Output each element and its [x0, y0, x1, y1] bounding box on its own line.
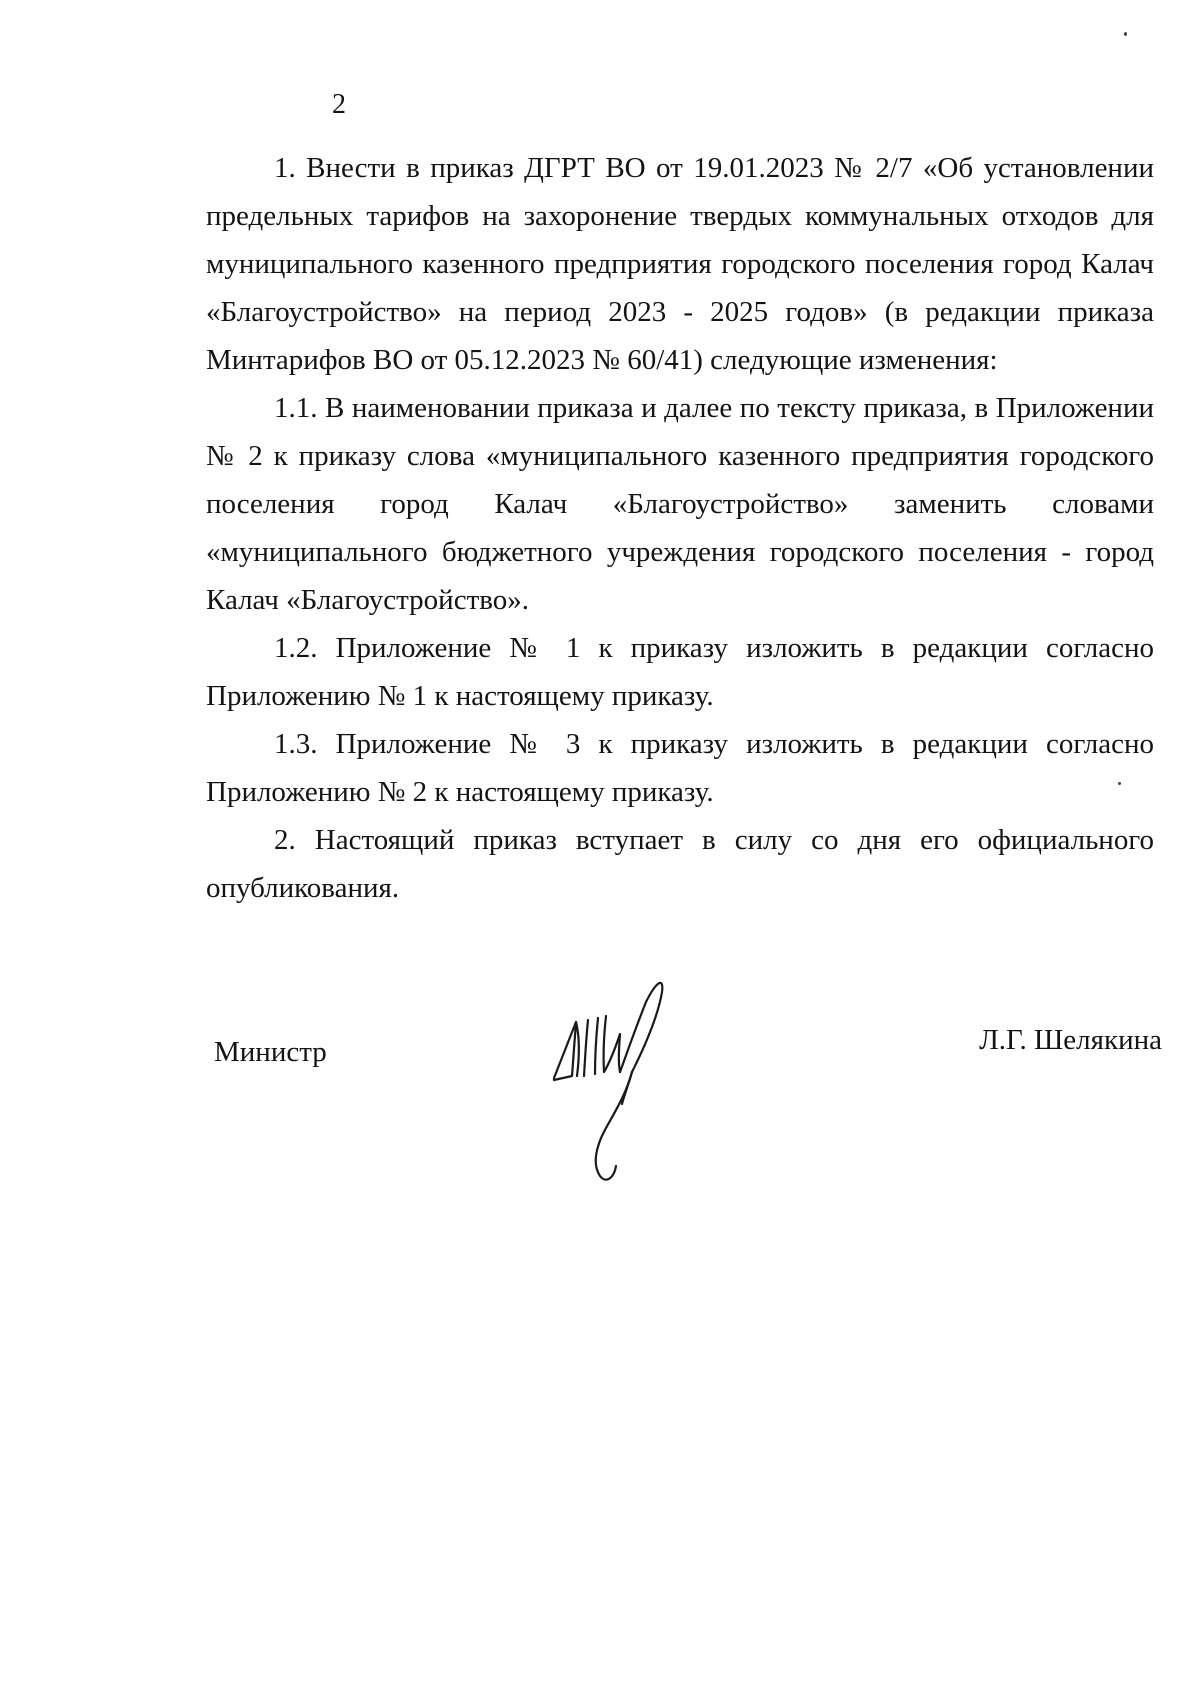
scan-speck: [1124, 32, 1127, 36]
paragraph-1-3: 1.3. Приложение № 3 к приказу изложить в редакции согласно Приложению № 2 к настоящему приказу.: [206, 728, 1154, 808]
handwritten-signature: [546, 976, 696, 1196]
document-body: [206, 144, 1154, 912]
page-number: 2: [332, 89, 346, 120]
paragraph-1-2: 1.2. Приложение № 1 к приказу изложить в редакции согласно Приложению № 1 к настоящему приказу.: [206, 632, 1154, 712]
paragraph-2: 2. Настоящий приказ вступает в силу со дня его официального опубликования.: [206, 824, 1154, 904]
signature-block: [206, 1012, 1162, 1212]
signer-position: Министр: [214, 1036, 327, 1068]
paragraph-1-1: 1.1. В наименовании приказа и далее по тексту приказа, в Приложении № 2 к приказу слова «муниципального казенного предприятия городского поселения город Калач «Благоустройство» заменить словами «муниципального бюджетного учреждения городского поселения - город Калач «Благоустройство».: [206, 392, 1154, 616]
paragraph-1: 1. Внести в приказ ДГРТ ВО от 19.01.2023 № 2/7 «Об установлении предельных тарифов на захоронение твердых коммунальных отходов для муниципального казенного предприятия городского поселения город Калач «Благоустройство» на период 2023 - 2025 годов» (в редакции приказа Минтарифов ВО от 05.12.2023 № 60/41) следующие изменения:: [206, 152, 1154, 376]
signer-name: Л.Г. Шелякина: [979, 1024, 1162, 1056]
